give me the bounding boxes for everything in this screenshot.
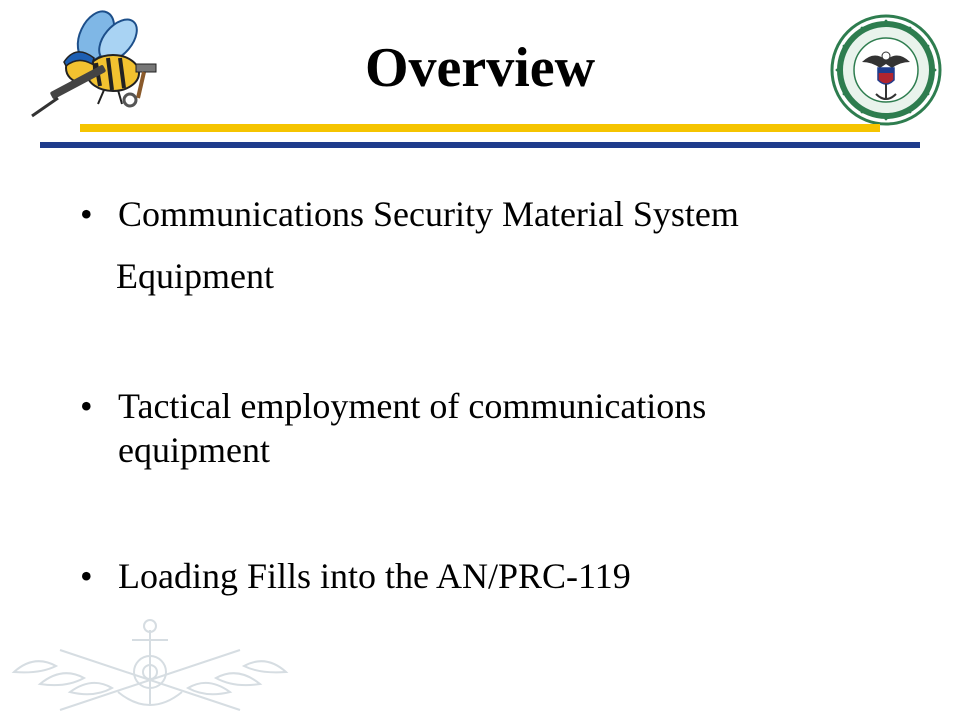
navfac-seal-icon xyxy=(822,12,950,127)
seabee-combat-warfare-insignia-icon xyxy=(0,610,300,720)
slide-title: Overview xyxy=(364,37,596,99)
bullet-marker: • xyxy=(80,386,93,426)
bullet-continuation: equipment xyxy=(118,430,270,470)
bullet-text: Communications Security Material System xyxy=(118,194,739,234)
bullet-text: Loading Fills into the AN/PRC-119 xyxy=(118,556,631,596)
bullet-marker: • xyxy=(80,194,93,234)
navy-divider xyxy=(40,142,920,148)
bullet-text: Tactical employment of communications xyxy=(118,386,707,426)
bullet-continuation: Equipment xyxy=(116,256,274,296)
bullet-marker: • xyxy=(80,556,93,596)
gold-divider xyxy=(80,124,880,132)
